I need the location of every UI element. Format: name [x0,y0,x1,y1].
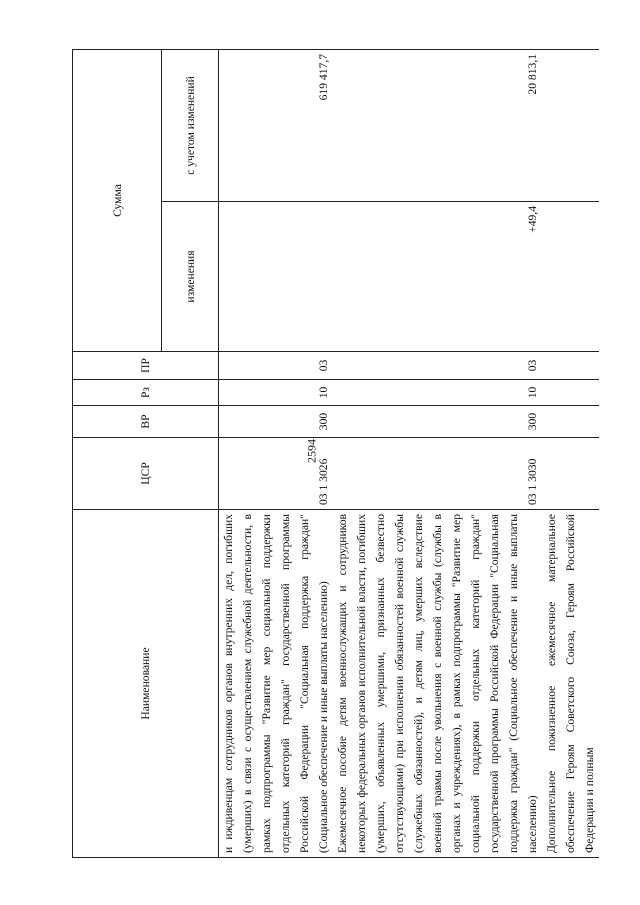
budget-table [72,49,599,858]
row-csr [542,438,599,510]
header-rz: Рз [73,380,219,406]
header-name: Наименование [73,510,219,858]
row-name: и иждивенцам сотрудников органов внутренних дел, погибших (умерших) в связи с осуществлением служебной деятельности, в рамках подпрограммы "Развитие мер социальной поддержки отдельных категорий граждан" государственной программы Российской Федерации "Социальная поддержка граждан" (Социальное обеспечение и иные выплаты населению) [219,510,334,858]
header-sum: Сумма [73,49,162,351]
row-rz: 10 [219,380,334,406]
header-vr: ВР [73,406,219,438]
row-rz: 10 [333,380,542,406]
row-change [542,202,599,352]
row-csr: 03 1 3026 [219,438,334,510]
row-vr [542,406,599,438]
row-pr: 03 [219,352,334,380]
row-total: 20 813,1 [333,49,542,201]
row-change [219,202,334,352]
row-name: Ежемесячное пособие детям военнослужащих и сотрудников некоторых федеральных органов исполнительной власти, погибших (умерших, объявленных умершими, признанных безвестно отсутствующими) при исполнении обязанностей военной службы (служебных обязанностей), и детям лиц, умерших вследствие военной травмы после увольнения с военной службы (службы в органах и учреждениях), в рамках подпрограммы "Развитие мер социальной поддержки отдельных категорий граждан" государственной программы Российской Федерации "Социальная поддержка граждан" (Социальное обеспечение и иные выплаты населению) [333,510,542,858]
rotated-page-content [72,48,596,858]
row-rz [542,380,599,406]
header-change: изменения [162,202,219,352]
row-vr: 300 [333,406,542,438]
row-pr: 03 [333,352,542,380]
row-csr: 03 1 3030 [333,438,542,510]
row-vr: 300 [219,406,334,438]
header-with-changes: с учетом изменений [162,49,219,201]
header-csr: ЦСР [73,438,219,510]
page-number: 2594 [304,439,319,463]
row-name: Дополнительное пожизненное ежемесячное материальное обеспечение Героям Советского Союза, Героям Российской Федерации и полным [542,510,599,858]
table-header [73,49,219,857]
table-row [542,49,599,857]
row-change: +49,4 [333,202,542,352]
row-pr [542,352,599,380]
table-row [219,49,334,857]
table-row [333,49,542,857]
row-total: 619 417,7 [219,49,334,201]
header-pr: ПР [73,352,219,380]
row-total [542,49,599,201]
